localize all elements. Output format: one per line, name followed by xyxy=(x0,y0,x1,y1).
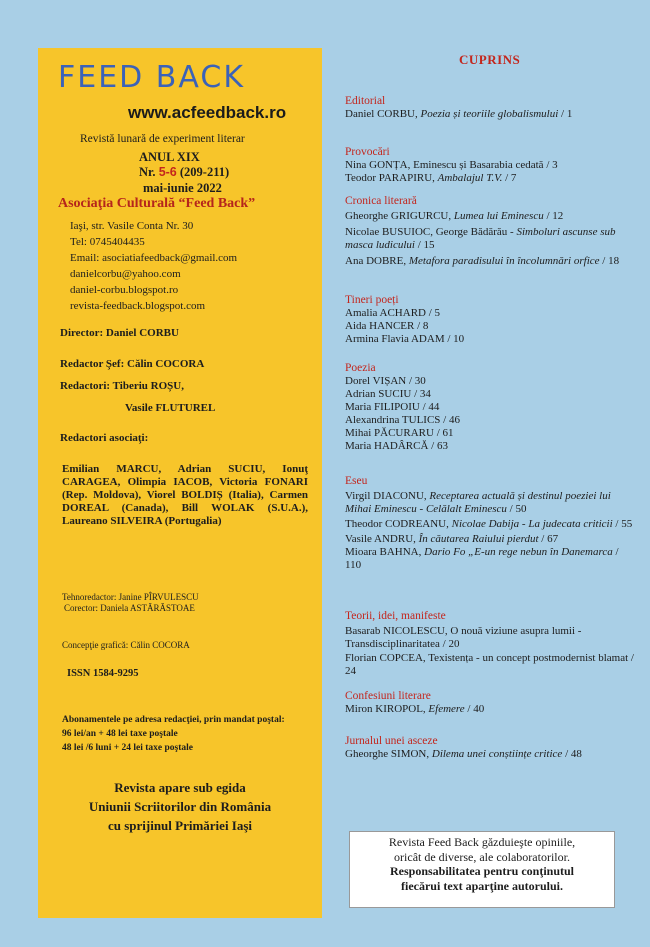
toc-entry[interactable]: Amalia ACHARD / 5 xyxy=(345,307,441,319)
issue-number xyxy=(139,165,229,180)
toc-section-provocari xyxy=(345,146,635,185)
director: Director: Daniel CORBU xyxy=(60,327,179,339)
egida-line-1: Revista apare sub egida xyxy=(114,780,246,795)
disclaimer-box xyxy=(349,831,615,908)
associate-editors-list: Emilian MARCU, Adrian SUCIU, Ionuţ CARAGEA, Olimpia IACOB, Victoria FONARI (Rep. Moldova), Viorel BOLDIȘ (Italia), Carmen DOREAL (Canada), Bill WOLAK (S.U.A.), Laureano SILVEIRA (Portugalia) xyxy=(62,463,308,527)
toc-entry[interactable]: Daniel CORBU, Poezia și teoriile globalismului / 1 xyxy=(345,108,573,120)
toc-heading: Confesiuni literare xyxy=(345,690,431,702)
subscription-line-2: 96 lei/an + 48 lei taxe poştale xyxy=(62,729,178,739)
tech-editor: Tehnoredactor: Janine PÎRVULESCU xyxy=(62,592,199,602)
address: Iaşi, str. Vasile Conta Nr. 30 xyxy=(70,220,194,232)
proofreader: Corector: Daniela ASTĂRĂSTOAE xyxy=(64,603,195,613)
toc-section-eseu xyxy=(345,475,635,572)
subscription-line-3: 48 lei /6 luni + 24 lei taxe poştale xyxy=(62,743,194,753)
toc-heading: Jurnalul unei asceze xyxy=(345,735,438,747)
toc-entry[interactable]: Mioara BAHNA, Dario Fo „E-un rege nebun în Danemarca / 110 xyxy=(345,546,619,571)
disclaimer-line: Revista Feed Back găzduieşte opiniile, xyxy=(388,835,576,849)
toc-section-teorii xyxy=(345,610,635,678)
toc-heading: Teorii, idei, manifeste xyxy=(345,610,446,622)
blog-link-2[interactable]: revista-feedback.blogspot.com xyxy=(70,300,206,312)
toc-entry[interactable]: Florian COPCEA, Texistența - un concept postmodernist blamat / 24 xyxy=(345,652,634,677)
toc-section-editorial xyxy=(345,95,635,121)
editors-label: Redactori: Tiberiu ROȘU, xyxy=(60,380,184,392)
toc-section-jurnal xyxy=(345,735,585,761)
toc-section-poezia xyxy=(345,362,635,453)
toc-entry[interactable]: Nicolae BUSUIOC, George Bădărău - Simboluri ascunse sub masca ludicului / 15 xyxy=(345,226,616,251)
toc-entry[interactable]: Maria HADÂRCĂ / 63 xyxy=(345,440,448,452)
toc-heading: Tineri poeți xyxy=(345,294,399,306)
toc-entry[interactable]: Basarab NICOLESCU, O nouă viziune asupra lumii - Transdisciplinaritatea / 20 xyxy=(345,625,582,650)
issue-period: mai-iunie 2022 xyxy=(143,181,222,195)
toc-entry[interactable]: Teodor PARAPIRU, Ambalajul T.V. / 7 xyxy=(345,172,517,184)
toc-entry[interactable]: Armina Flavia ADAM / 10 xyxy=(345,333,465,345)
toc-title: CUPRINS xyxy=(459,52,521,67)
toc-entry[interactable]: Gheorghe GRIGURCU, Lumea lui Eminescu / 12 xyxy=(345,210,564,222)
magazine-logo: FEED BACK xyxy=(58,60,245,95)
toc-entry[interactable]: Vasile ANDRU, În căutarea Raiului pierdut / 67 xyxy=(345,533,559,545)
phone: Tel: 0745404435 xyxy=(70,236,145,248)
editors-second: Vasile FLUTUREL xyxy=(125,402,216,414)
disclaimer-line: Responsabilitatea pentru conţinutul xyxy=(389,864,575,878)
toc-entry[interactable]: Mihai PĂCURARU / 61 xyxy=(345,427,454,439)
toc-entry[interactable]: Adrian SUCIU / 34 xyxy=(345,388,431,400)
associate-editors-label: Redactori asociaţi: xyxy=(60,432,149,444)
toc-entry[interactable]: Dorel VIȘAN / 30 xyxy=(345,375,426,387)
disclaimer-line: oricât de diverse, ale colaboratorilor. xyxy=(394,849,570,864)
toc-entry[interactable]: Alexandrina TULICS / 46 xyxy=(345,414,460,426)
toc-entry[interactable]: Theodor CODREANU, Nicolae Dabija - La judecata criticii / 55 xyxy=(345,518,633,530)
toc-entry[interactable]: Miron KIROPOL, Efemere / 40 xyxy=(345,703,485,715)
website-link[interactable]: www.acfeedback.ro xyxy=(128,103,287,122)
email-secondary[interactable]: danielcorbu@yahoo.com xyxy=(70,268,181,280)
toc-entry[interactable]: Ana DOBRE, Metafora paradisului în încolumnări orfice / 18 xyxy=(345,255,620,267)
year-label: ANUL XIX xyxy=(139,150,200,164)
subscription-line-1: Abonamentele pe adresa redacţiei, prin mandat poştal: xyxy=(62,715,285,725)
egida-line-2: Uniunii Scriitorilor din România xyxy=(88,799,272,814)
egida-line-3: cu sprijinul Primăriei Iaşi xyxy=(107,818,253,833)
editor-in-chief: Redactor Şef: Călin COCORA xyxy=(60,358,205,370)
toc-heading: Cronica literară xyxy=(345,195,417,207)
toc-heading: Eseu xyxy=(345,475,368,487)
issue-number-prefix: Nr. xyxy=(139,165,159,179)
toc-section-cronica xyxy=(345,195,635,268)
toc-entry[interactable]: Virgil DIACONU, Receptarea actuală și destinul poeziei lui Mihai Eminescu - Celălalt Eminescu / 50 xyxy=(345,490,611,515)
email[interactable]: Email: asociatiafeedback@gmail.com xyxy=(70,252,238,264)
blog-link-1[interactable]: daniel-corbu.blogspot.ro xyxy=(70,284,179,296)
tagline: Revistă lunară de experiment literar xyxy=(80,133,245,145)
association-name: Asociaţia Culturală “Feed Back” xyxy=(58,196,256,211)
toc-heading: Poezia xyxy=(345,362,376,374)
toc-section-tineri-poeti xyxy=(345,294,635,346)
issn: ISSN 1584-9295 xyxy=(67,668,139,679)
toc-heading: Editorial xyxy=(345,95,386,107)
toc-section-confesiuni xyxy=(345,690,635,716)
toc-entry[interactable]: Aida HANCER / 8 xyxy=(345,320,429,332)
toc-entry[interactable]: Nina GONȚA, Eminescu și Basarabia cedată / 3 xyxy=(345,159,558,171)
issue-number-main: 5-6 xyxy=(158,165,177,179)
toc-entry[interactable]: Gheorghe SIMON, Dilema unei conștiințe critice / 48 xyxy=(345,748,582,760)
issue-number-range: (209-211) xyxy=(176,165,230,179)
disclaimer-line: fiecărui text aparţine autorului. xyxy=(401,878,563,893)
graphic-design: Concepţie grafică: Călin COCORA xyxy=(62,640,190,650)
toc-entry[interactable]: Maria FILIPOIU / 44 xyxy=(345,401,440,413)
toc-heading: Provocări xyxy=(345,146,390,158)
